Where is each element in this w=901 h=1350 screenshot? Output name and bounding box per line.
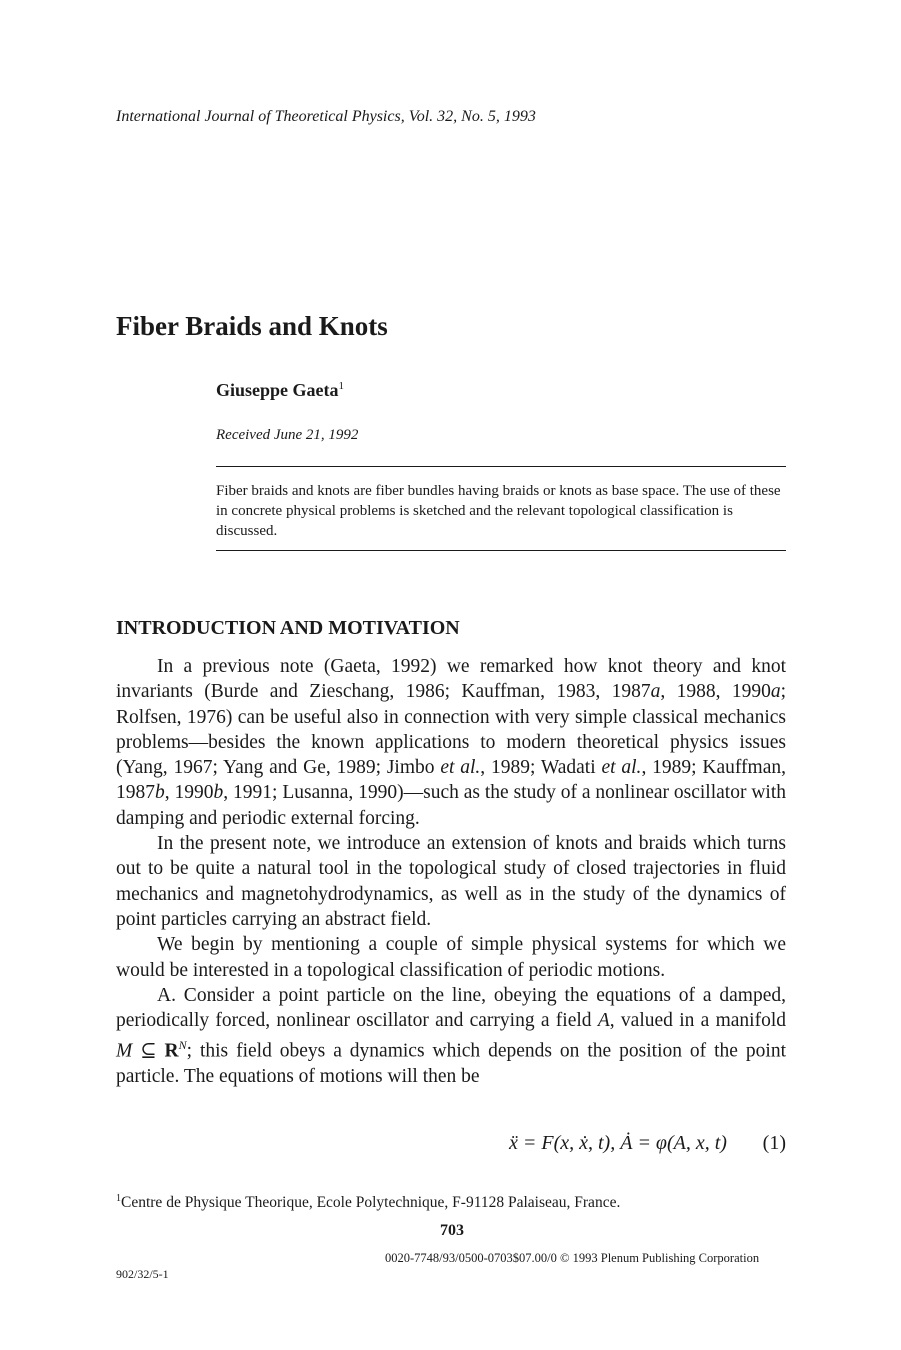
journal-header: International Journal of Theoretical Physics, Vol. 32, No. 5, 1993 xyxy=(116,108,536,125)
copyright-line: 0020-7748/93/0500-0703$07.00/0 © 1993 Plenum Publishing Corporation xyxy=(385,1251,760,1265)
author-name: Giuseppe Gaeta xyxy=(216,380,339,400)
abstract-top-rule xyxy=(216,466,786,467)
paragraph-1: In a previous note (Gaeta, 1992) we remarked how knot theory and knot invariants (Burde and Zieschang, 1986; Kauffman, 1983, 1987a, 1988, 1990a; Rolfsen, 1976) can be useful also in connection with very simple classical mechanics problems—besides the known applications to modern theoretical physics issues (Yang, 1967; Yang and Ge, 1989; Jimbo et al., 1989; Wadati et al., 1989; Kauffman, 1987b, 1990b, 1991; Lusanna, 1990)—such as the study of a nonlinear oscillator with damping and periodic external forcing. xyxy=(116,656,787,829)
footnote-text: Centre de Physique Theorique, Ecole Polytechnique, F-91128 Palaiseau, France. xyxy=(121,1194,621,1212)
footnote-mark: 1 xyxy=(116,1193,121,1204)
paragraph-4: A. Consider a point particle on the line, obeying the equations of a damped, periodically forced, nonlinear oscillator and carrying a field A, valued in a manifold M ⊆ $R^N$; this field obeys a dynamics which depends on the position of the point particle. The equations of motions will then be xyxy=(116,984,787,1088)
received-date: Received June 21, 1992 xyxy=(216,427,359,443)
paragraph-3: We begin by mentioning a couple of simple physical systems for which we would be interested in a topological classification of periodic motions. xyxy=(116,934,786,981)
author-footnote-mark: 1 xyxy=(338,380,345,392)
equation-number: (1) xyxy=(762,1132,786,1154)
manuscript-code: 902/32/5-1 xyxy=(116,1267,169,1281)
abstract-bottom-rule xyxy=(216,550,786,551)
footnote xyxy=(116,1193,620,1212)
paragraph-2: In the present note, we introduce an extension of knots and braids which turns out to be quite a natural tool in the topological study of closed trajectories in fluid mechanics and magnetohydrodynamics, as well as in the study of the dynamics of point particles carrying an abstract field. xyxy=(116,833,786,930)
equation-1 xyxy=(116,1132,786,1156)
equation-content: ẍ = F(x, ẋ, t), Ȧ = φ(A, x, t) xyxy=(509,1132,727,1154)
abstract: Fiber braids and knots are fiber bundles having braids or knots as base space. The use of these in concrete physical problems is sketched and the relevant topological classification is discussed. xyxy=(216,483,781,539)
section-heading: INTRODUCTION AND MOTIVATION xyxy=(116,617,460,639)
page-number: 703 xyxy=(440,1222,464,1239)
paper-title: Fiber Braids and Knots xyxy=(116,311,388,341)
body-text xyxy=(116,654,786,1090)
author-line xyxy=(216,380,344,401)
